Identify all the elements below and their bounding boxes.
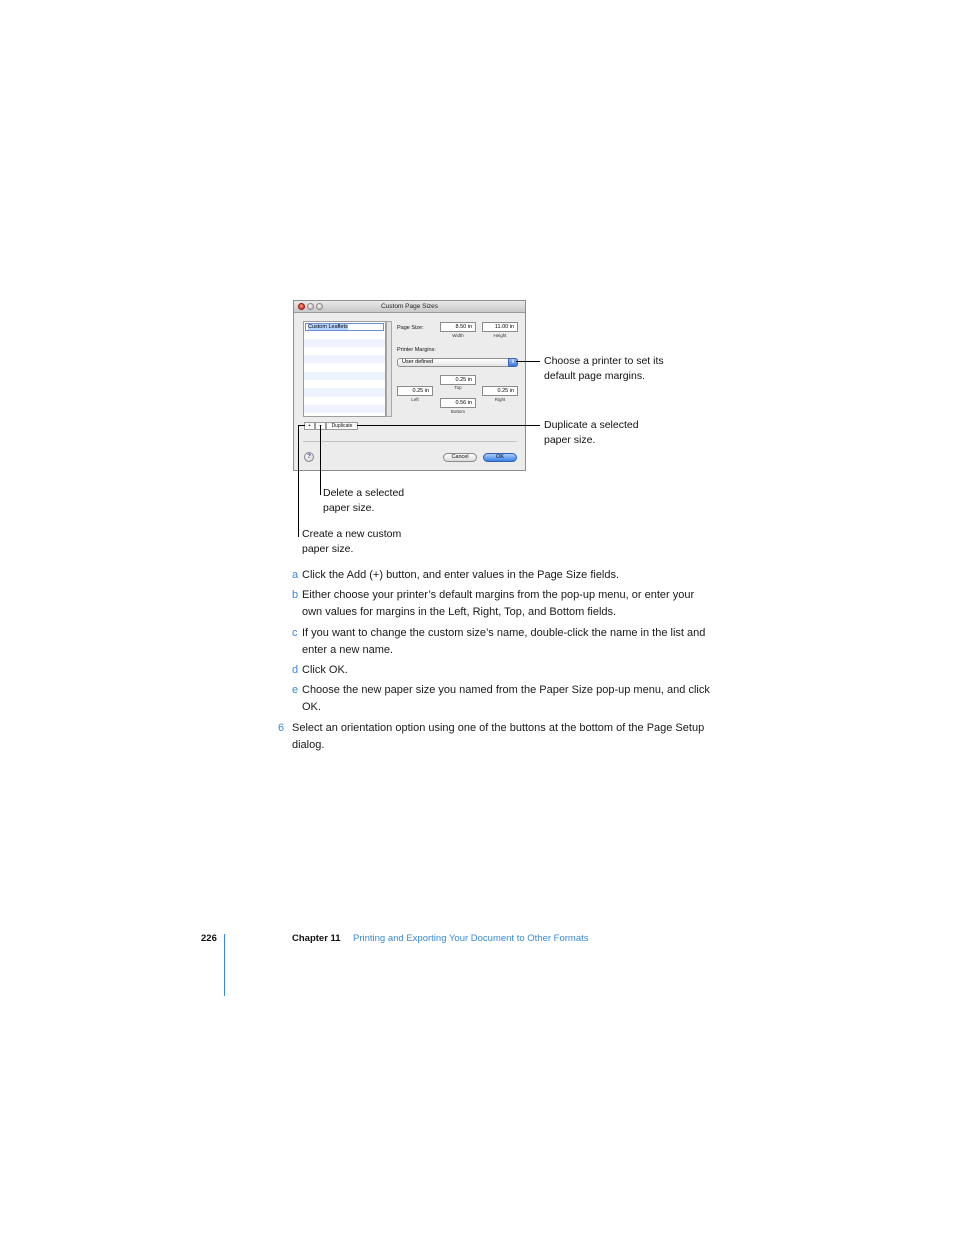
callout-duplicate: Duplicate a selected paper size.	[544, 419, 639, 446]
page-number: 226	[201, 933, 217, 944]
top-margin-field[interactable]: 0.25 in	[440, 375, 476, 385]
step-6-text: Select an orientation option using one of the buttons at the bottom of the Page Setup dialog.	[292, 722, 705, 751]
divider	[303, 441, 517, 442]
step-a-marker: a	[292, 569, 299, 581]
step-d-marker: d	[292, 664, 299, 676]
dialog-title: Custom Page Sizes	[380, 303, 439, 310]
callout-line-duplicate	[357, 425, 540, 426]
right-label: Right	[494, 397, 506, 402]
step-6-marker: 6	[278, 722, 285, 734]
top-label: Top	[454, 385, 462, 390]
step-b-marker: b	[292, 589, 299, 601]
callout-delete: Delete a selected paper size.	[323, 487, 405, 514]
height-label: Height	[493, 333, 507, 338]
cancel-button[interactable]: Cancel	[443, 453, 477, 462]
popup-arrows-icon: ⇕	[508, 358, 518, 367]
printer-margins-value: User defined	[402, 359, 434, 365]
list-scrollbar[interactable]	[386, 321, 392, 417]
callout-line-delete	[320, 425, 321, 495]
left-margin-field[interactable]: 0.25 in	[397, 386, 433, 396]
add-button[interactable]: +	[304, 422, 315, 430]
step-b-text: Either choose your printer’s default margins from the pop-up menu, or enter your own values for margins in the Left, Right, Top, and Bottom fields.	[302, 589, 695, 618]
printer-margins-popup[interactable]	[397, 358, 518, 367]
width-field[interactable]: 8.50 in	[440, 322, 476, 332]
width-label: Width	[452, 333, 464, 338]
callout-line-create	[298, 425, 299, 537]
list-item-selected[interactable]: Custom Leaflets	[305, 323, 384, 331]
duplicate-button[interactable]: Duplicate	[326, 422, 358, 430]
help-button[interactable]: ?	[304, 452, 314, 462]
left-label: Left	[411, 397, 419, 402]
callout-line-printer	[516, 361, 540, 362]
custom-page-sizes-dialog	[293, 300, 526, 471]
callout-printer: Choose a printer to set its default page margins.	[544, 355, 664, 382]
paper-size-list[interactable]	[303, 321, 386, 417]
footer-rule	[224, 934, 225, 996]
ok-button[interactable]: OK	[483, 453, 517, 462]
step-c-marker: c	[292, 627, 298, 639]
step-c-text: If you want to change the custom size’s name, double-click the name in the list and enter a new name.	[302, 627, 706, 656]
chapter-label: Chapter 11	[292, 933, 341, 944]
dialog-titlebar	[294, 301, 525, 313]
height-field[interactable]: 11.00 in	[482, 322, 518, 332]
right-margin-field[interactable]: 0.25 in	[482, 386, 518, 396]
step-d-text: Click OK.	[302, 664, 348, 676]
step-e-text: Choose the new paper size you named from the Paper Size pop-up menu, and click OK.	[302, 684, 710, 713]
chapter-title: Printing and Exporting Your Document to Other Formats	[353, 933, 589, 944]
page-size-label: Page Size:	[397, 325, 424, 331]
callout-line-create-top	[299, 425, 305, 426]
bottom-label: Bottom	[450, 409, 466, 414]
callout-create: Create a new custom paper size.	[302, 528, 402, 555]
bottom-margin-field[interactable]: 0.56 in	[440, 398, 476, 408]
step-a-text: Click the Add (+) button, and enter values in the Page Size fields.	[302, 569, 620, 581]
step-e-marker: e	[292, 684, 299, 696]
printer-margins-label: Printer Margins:	[397, 347, 436, 353]
